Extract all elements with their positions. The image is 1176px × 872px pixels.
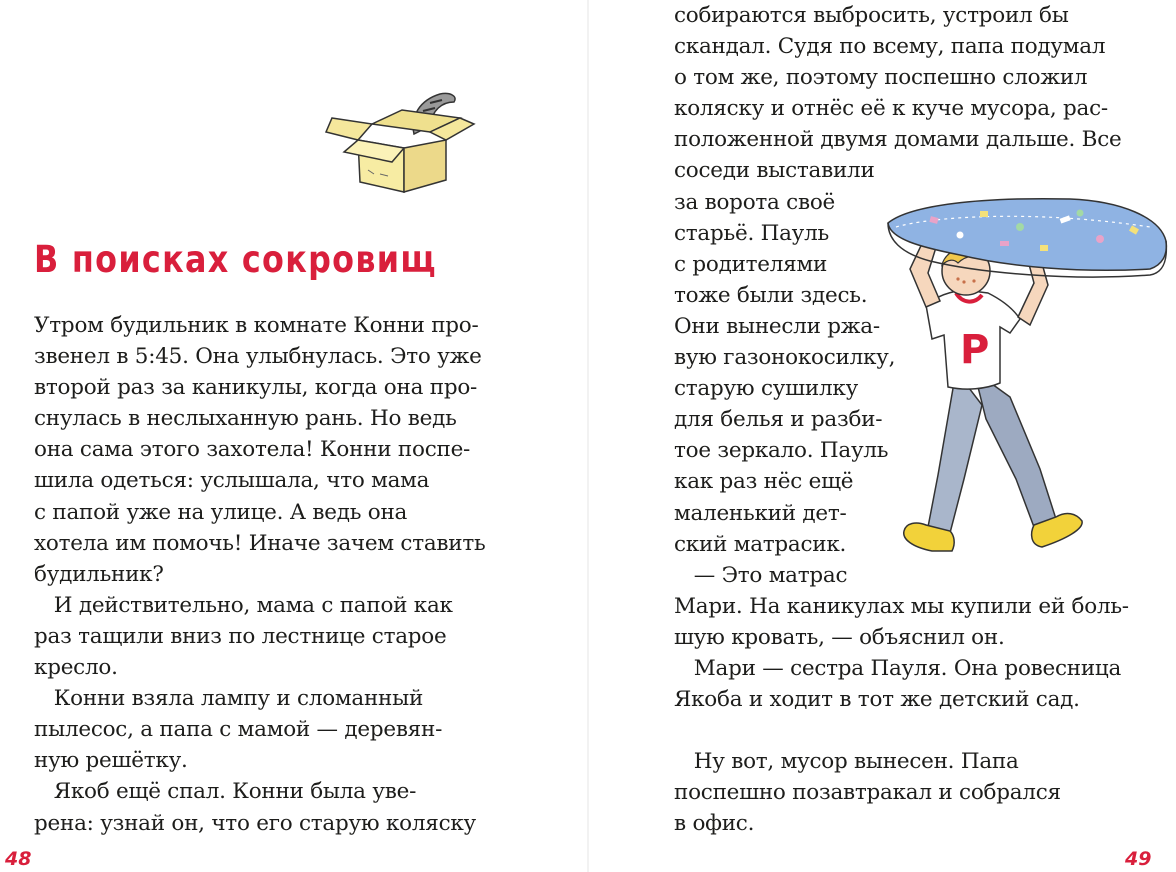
page-number-left: 48 [5,848,32,870]
text-line: тоже были здесь. [674,282,868,308]
text-line: ную решётку. [34,748,188,774]
text-line: Мари. На каникулах мы купили ей боль- [674,593,1129,619]
text-line: для белья и разби- [674,407,883,433]
text-line: Они вынесли ржа- [674,313,880,339]
text-line: второй раз за каникулы, когда она про- [34,375,478,401]
text-line: Ну вот, мусор вынесен. Папа [674,749,1019,775]
text-line: пылесос, а папа с мамой — деревян- [34,717,443,743]
text-line: о том же, поэтому поспешно сложил [674,65,1088,91]
text-line: в офис. [674,811,755,837]
text-line [674,715,1129,746]
text-line: Мари — сестра Пауля. Она ровесница [674,655,1122,681]
text-line: за ворота своё [674,189,835,215]
text-line: шую кровать, — объяснил он. [674,624,1005,650]
text-line: тое зеркало. Пауль [674,438,889,464]
text-line: Якоб ещё спал. Конни была уве- [34,779,417,805]
boy-with-mattress-illustration [870,183,1175,563]
left-page-text [34,310,485,839]
text-line: хотела им помочь! Иначе зачем ставить [34,530,486,556]
text-line: ский матрасик. [674,531,847,557]
text-line: старьё. Пауль [674,220,829,246]
text-line: старую сушилку [674,376,858,402]
text-line: — Это матрас [674,562,848,588]
text-line: Конни взяла лампу и сломанный [34,686,424,712]
text-line: маленький дет- [674,500,847,526]
text-line: собираются выбросить, устроил бы [674,3,1069,28]
text-line: Утром будильник в комнате Конни про- [34,313,479,338]
text-line: звенел в 5:45. Она улыбнулась. Это уже [34,344,482,370]
text-line: скандал. Судя по всему, папа подумал [674,34,1106,60]
text-line: как раз нёс ещё [674,469,854,495]
box-with-cat-illustration [318,88,480,198]
text-line: И действительно, мама с папой как [34,592,453,618]
text-line: с папой уже на улице. А ведь она [34,499,408,525]
text-line: коляску и отнёс её к куче мусора, рас- [674,96,1108,122]
text-line: она сама этого захотела! Конни поспе- [34,437,471,463]
text-line: положенной двумя домами дальше. Все [674,127,1122,153]
text-line: Якоба и ходит в тот же детский сад. [674,687,1080,713]
text-line: кресло. [34,655,118,681]
text-line: вую газонокосилку, [674,345,896,371]
text-line: шила одеться: услышала, что мама [34,468,430,494]
shirt-letter: P [960,327,990,373]
page-number-right: 49 [1125,848,1152,870]
text-line: рена: узнай он, что его старую коляску [34,810,476,836]
text-line: снулась в неслыханную рань. Но ведь [34,406,457,432]
chapter-title: В поисках сокровищ [34,238,437,281]
right-page [588,0,1176,872]
text-line: соседи выставили [674,158,875,184]
text-line: раз тащили вниз по лестнице старое [34,623,447,649]
text-line: с родителями [674,251,828,277]
text-line: будильник? [34,561,164,587]
text-line: поспешно позавтракал и собрался [674,780,1061,806]
